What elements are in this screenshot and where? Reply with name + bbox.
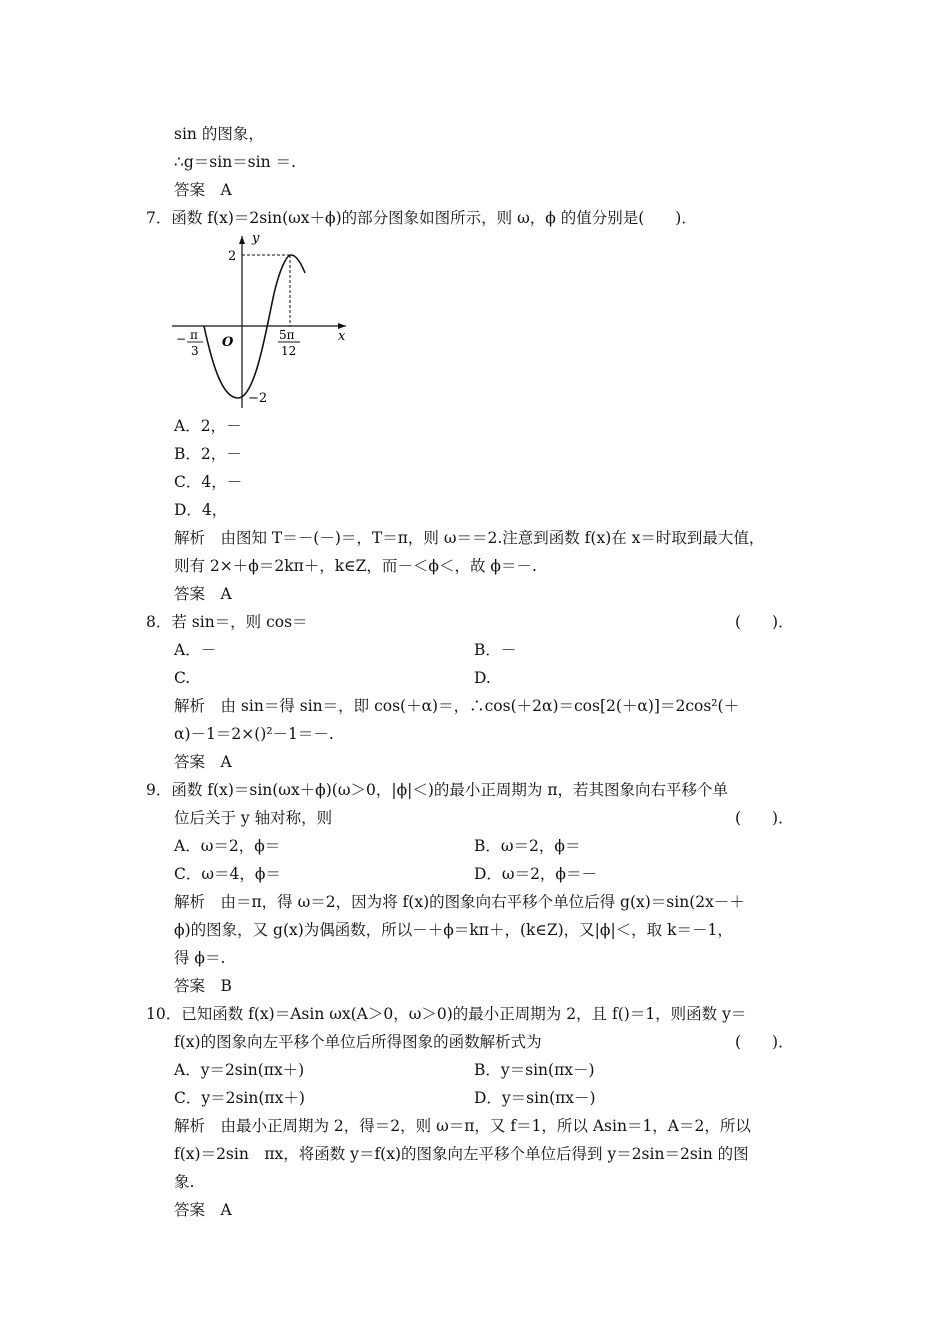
solution-line: 得 ϕ＝.	[174, 949, 226, 967]
answer-paren: ( )．	[735, 613, 794, 631]
solution-line: 象.	[174, 1173, 195, 1191]
text-line: ∴g＝sin＝sin ＝.	[174, 153, 296, 171]
max-label: 2	[228, 249, 237, 264]
question-10-cont: f(x)的图象向左平移个单位后所得图象的函数解析式为	[174, 1033, 542, 1051]
right-tick-numerator: 5π	[279, 328, 295, 342]
solution-line: α)－1＝2×()²－1＝－.	[174, 725, 334, 743]
solution-line: f(x)＝2sin πx，将函数 y＝f(x)的图象向左平移个单位后得到 y＝2sin＝2sin 的图	[174, 1145, 749, 1163]
left-tick-prefix: −	[176, 332, 187, 346]
option-d: D．ω＝2，ϕ＝－	[474, 865, 597, 883]
question-8: 8．若 sin＝，则 cos＝	[146, 613, 308, 631]
answer-line: 答案 A	[174, 753, 232, 771]
solution-line: 解析 由最小正周期为 2，得＝2，则 ω＝π，又 f＝1，所以 Asin＝1，A＝2，所以	[174, 1117, 751, 1135]
solution-line: 解析 由图知 T＝－(－)＝，T＝π，则 ω＝＝2.注意到函数 f(x)在 x＝时取到最大值，	[174, 529, 765, 547]
answer-paren: ( )．	[735, 809, 794, 827]
option-b: B．－	[474, 641, 517, 659]
answer-line: 答案 A	[174, 585, 232, 603]
question-10: 10．已知函数 f(x)＝Asin ωx(A＞0，ω＞0)的最小正周期为 2，且 f()＝1，则函数 y＝	[146, 1005, 747, 1023]
question-9-cont: 位后关于 y 轴对称，则	[174, 809, 333, 827]
question-9: 9．函数 f(x)＝sin(ωx＋ϕ)(ω＞0，|ϕ|＜)的最小正周期为 π，若其图象向右平移个单	[146, 781, 729, 799]
right-tick-denominator: 12	[281, 344, 297, 358]
option-a: A．ω＝2，ϕ＝	[174, 837, 281, 855]
x-axis-label: x	[338, 329, 346, 344]
option-b: B．2，－	[174, 445, 242, 463]
answer-line: 答案 B	[174, 977, 232, 995]
answer-line: 答案 A	[174, 181, 232, 199]
option-a: A．2，－	[174, 417, 242, 435]
question-7: 7．函数 f(x)＝2sin(ωx＋ϕ)的部分图象如图所示，则 ω，ϕ 的值分别是( )．	[146, 209, 697, 227]
left-tick-numerator: π	[190, 328, 198, 342]
solution-line: 解析 由＝π，得 ω＝2，因为将 f(x)的图象向右平移个单位后得 g(x)＝sin(2x－＋	[174, 893, 745, 911]
answer-paren: ( )．	[735, 1033, 794, 1051]
option-c: C．ω＝4，ϕ＝	[174, 865, 281, 883]
answer-line: 答案 A	[174, 1201, 232, 1219]
left-tick-denominator: 3	[191, 344, 199, 358]
option-c: C．4，－	[174, 473, 243, 491]
min-label: −2	[248, 391, 268, 406]
option-b: B．y＝sin(πx－)	[474, 1061, 595, 1079]
option-c: C.	[174, 669, 191, 687]
option-d: D．y＝sin(πx－)	[474, 1089, 596, 1107]
option-a: A．y＝2sin(πx＋)	[174, 1061, 305, 1079]
solution-line: 则有 2×＋ϕ＝2kπ＋，k∈Z，而－＜ϕ＜，故 ϕ＝－.	[174, 557, 537, 575]
option-b: B．ω＝2，ϕ＝	[474, 837, 581, 855]
solution-line: ϕ)的图象，又 g(x)为偶函数，所以－＋ϕ＝kπ＋，(k∈Z)，又|ϕ|＜，取 k＝－1，	[174, 921, 733, 939]
origin-label: O	[222, 335, 234, 350]
option-d: D.	[474, 669, 491, 687]
option-a: A．－	[174, 641, 217, 659]
function-graph	[168, 228, 358, 413]
option-d: D．4，	[174, 501, 228, 519]
text-line: sin 的图象，	[174, 125, 264, 143]
option-c: C．y＝2sin(πx＋)	[174, 1089, 305, 1107]
y-axis-label: y	[252, 231, 260, 246]
solution-line: 解析 由 sin＝得 sin＝，即 cos(＋α)＝，∴cos(＋2α)＝cos[2(＋α)]＝2cos²(＋	[174, 697, 740, 715]
